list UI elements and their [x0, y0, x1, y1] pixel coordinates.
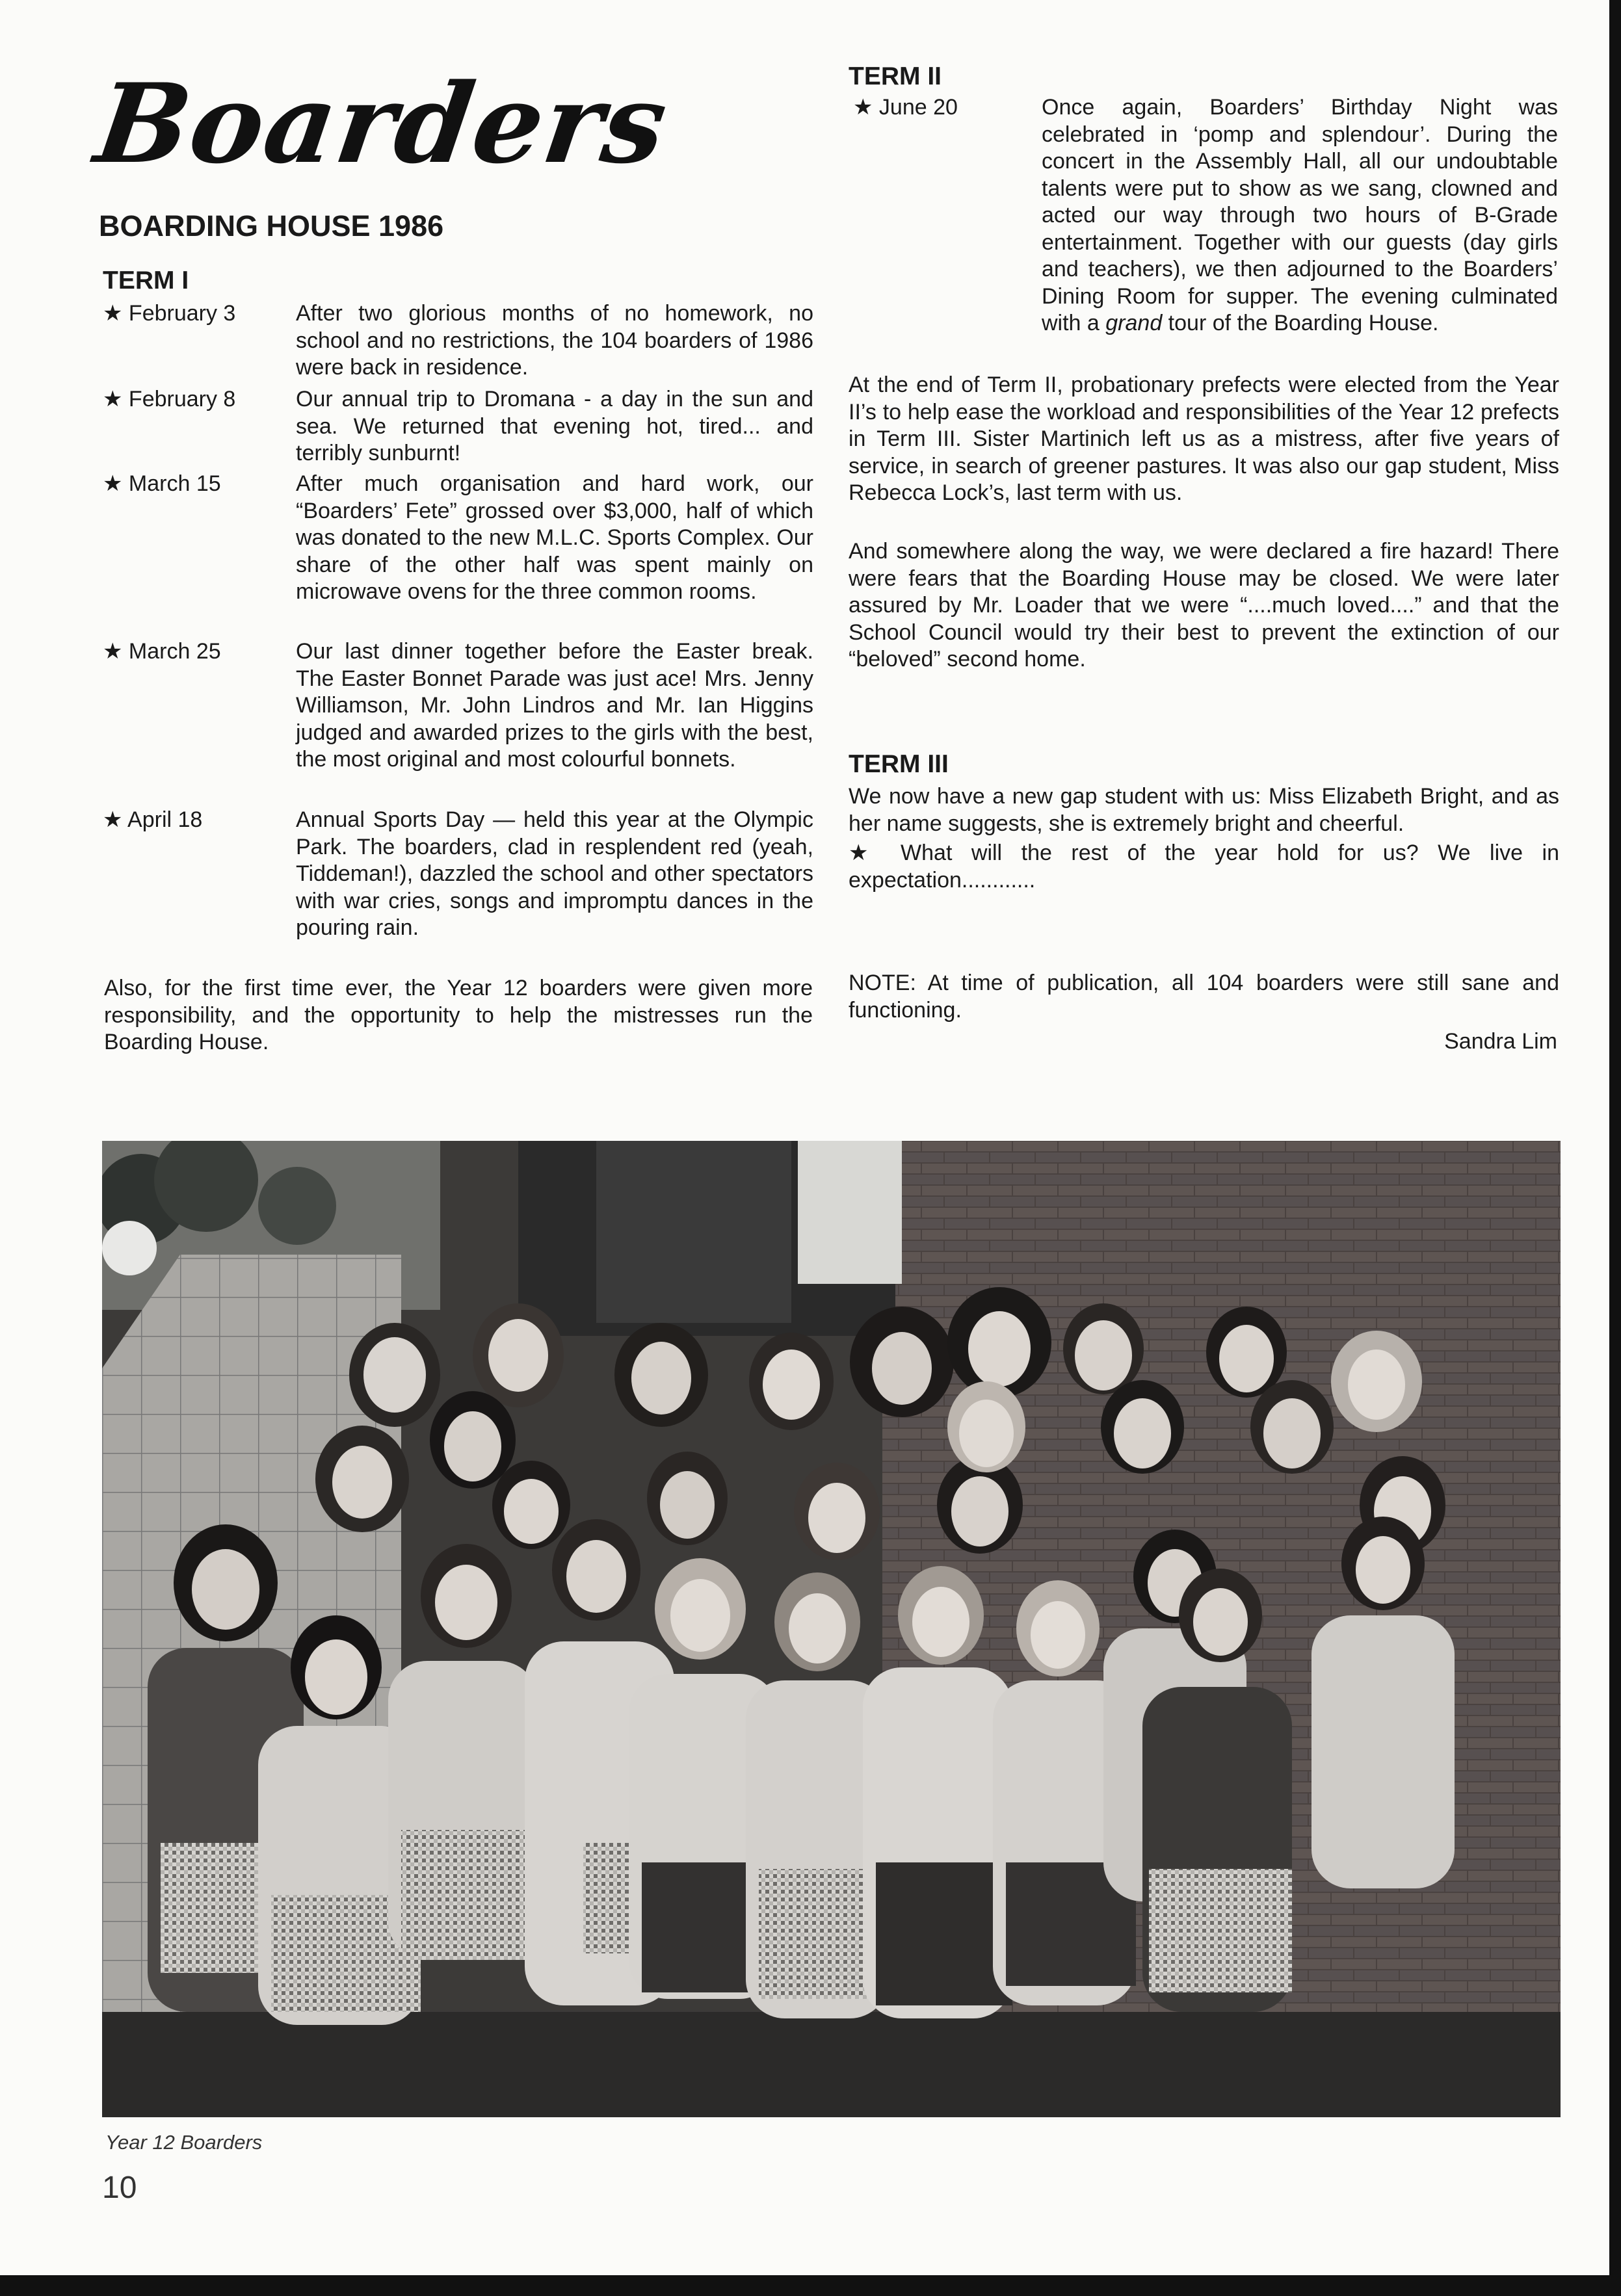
term-2-entry — [849, 94, 1559, 367]
page-number: 10 — [102, 2171, 137, 2205]
term-2-heading: TERM II — [849, 62, 942, 90]
author: Sandra Lim — [1444, 1029, 1557, 1054]
entry-text: Our last dinner together before the Easter break. The Easter Bonnet Parade was just ace! Mrs. Jenny Williamson, Mr. John Lindros and Mr. Ian Higgins judged and awarded prizes to the girls with the best, the most original and most colourful bonnets. — [296, 639, 813, 772]
term-3-paragraph: ★ What will the rest of the year hold for us? We live in expectation............ — [849, 841, 1559, 893]
page-title-text: Boarders — [88, 59, 676, 188]
photo-caption: Year 12 Boarders — [105, 2131, 263, 2154]
entry-date: ★ April 18 — [103, 807, 203, 832]
section-heading: BOARDING HOUSE 1986 — [99, 209, 444, 242]
term-1-entry — [103, 807, 815, 969]
entry-text: Annual Sports Day — held this year at the Olympic Park. The boarders, clad in resplendent red (yeah, Tiddeman!), dazzled the school and other spectators with war cries, songs and impromptu dances in the pouring rain. — [296, 807, 813, 940]
entry-text-emphasis: grand — [1105, 311, 1163, 335]
term-3-heading: TERM III — [849, 750, 949, 778]
note: NOTE: At time of publication, all 104 boarders were still sane and functioning. — [849, 971, 1559, 1023]
term-2-paragraph: At the end of Term II, probationary prefects were elected from the Year II’s to help ease the workload and responsibilities of the Year 12 prefects in Term III. Sister Martinich left us as a mistress, after five years of service, in search of greener pastures. It was also our gap student, Miss Rebecca Lock’s, last term with us. — [849, 372, 1559, 505]
entry-text: After two glorious months of no homework, no school and no restrictions, the 104 boarders of 1986 were back in residence. — [296, 301, 813, 380]
term-1-entry — [103, 300, 815, 382]
term-1-entry — [103, 471, 815, 633]
term-1-heading: TERM I — [103, 267, 189, 294]
entry-date: ★ June 20 — [853, 95, 958, 120]
group-photo-image — [102, 1141, 1561, 2117]
entry-text: After much organisation and hard work, our “Boarders’ Fete” grossed over $3,000, half of which was donated to the new M.L.C. Sports Complex. Our share of the other half was spent mainly on microwave ovens for the three common rooms. — [296, 471, 813, 604]
entry-text-part: tour of the Boarding House. — [1162, 311, 1439, 335]
entry-date: ★ March 15 — [103, 471, 221, 496]
entry-date: ★ March 25 — [103, 639, 221, 664]
term-3-paragraph: We now have a new gap student with us: Miss Elizabeth Bright, and as her name suggests, she is extremely bright and cheerful. — [849, 784, 1559, 836]
page-title — [88, 59, 676, 188]
entry-text — [1042, 94, 1558, 337]
entry-text-part: Once again, Boarders’ Birthday Night was celebrated in ‘pomp and splendour’. During the concert in the Assembly Hall, all our undoubtable talents were put to show as we sang, clowned and acted our way through two hours of B-Grade entertainment. Together with our guests (day girls and teachers), we then adjourned to the Boarders’ Dining Room for supper. The evening culminated with a — [1042, 95, 1558, 335]
entry-text: Our annual trip to Dromana - a day in the sun and sea. We returned that evening hot, tired... and terribly sunburnt! — [296, 387, 813, 465]
entry-date: ★ February 3 — [103, 301, 236, 326]
term-1-entry — [103, 638, 815, 801]
term-1-closing: Also, for the first time ever, the Year 12 boarders were given more responsibility, and the opportunity to help the mistresses run the Boarding House. — [104, 976, 813, 1054]
group-photo — [102, 1141, 1561, 2117]
term-1-entry — [103, 386, 815, 467]
term-2-paragraph: And somewhere along the way, we were declared a fire hazard! There were fears that the Boarding House may be closed. We were later assured by Mr. Loader that we were “....much loved....” and that the School Council would try their best to prevent the extinction of our “beloved” second home. — [849, 539, 1559, 672]
entry-date: ★ February 8 — [103, 387, 236, 411]
